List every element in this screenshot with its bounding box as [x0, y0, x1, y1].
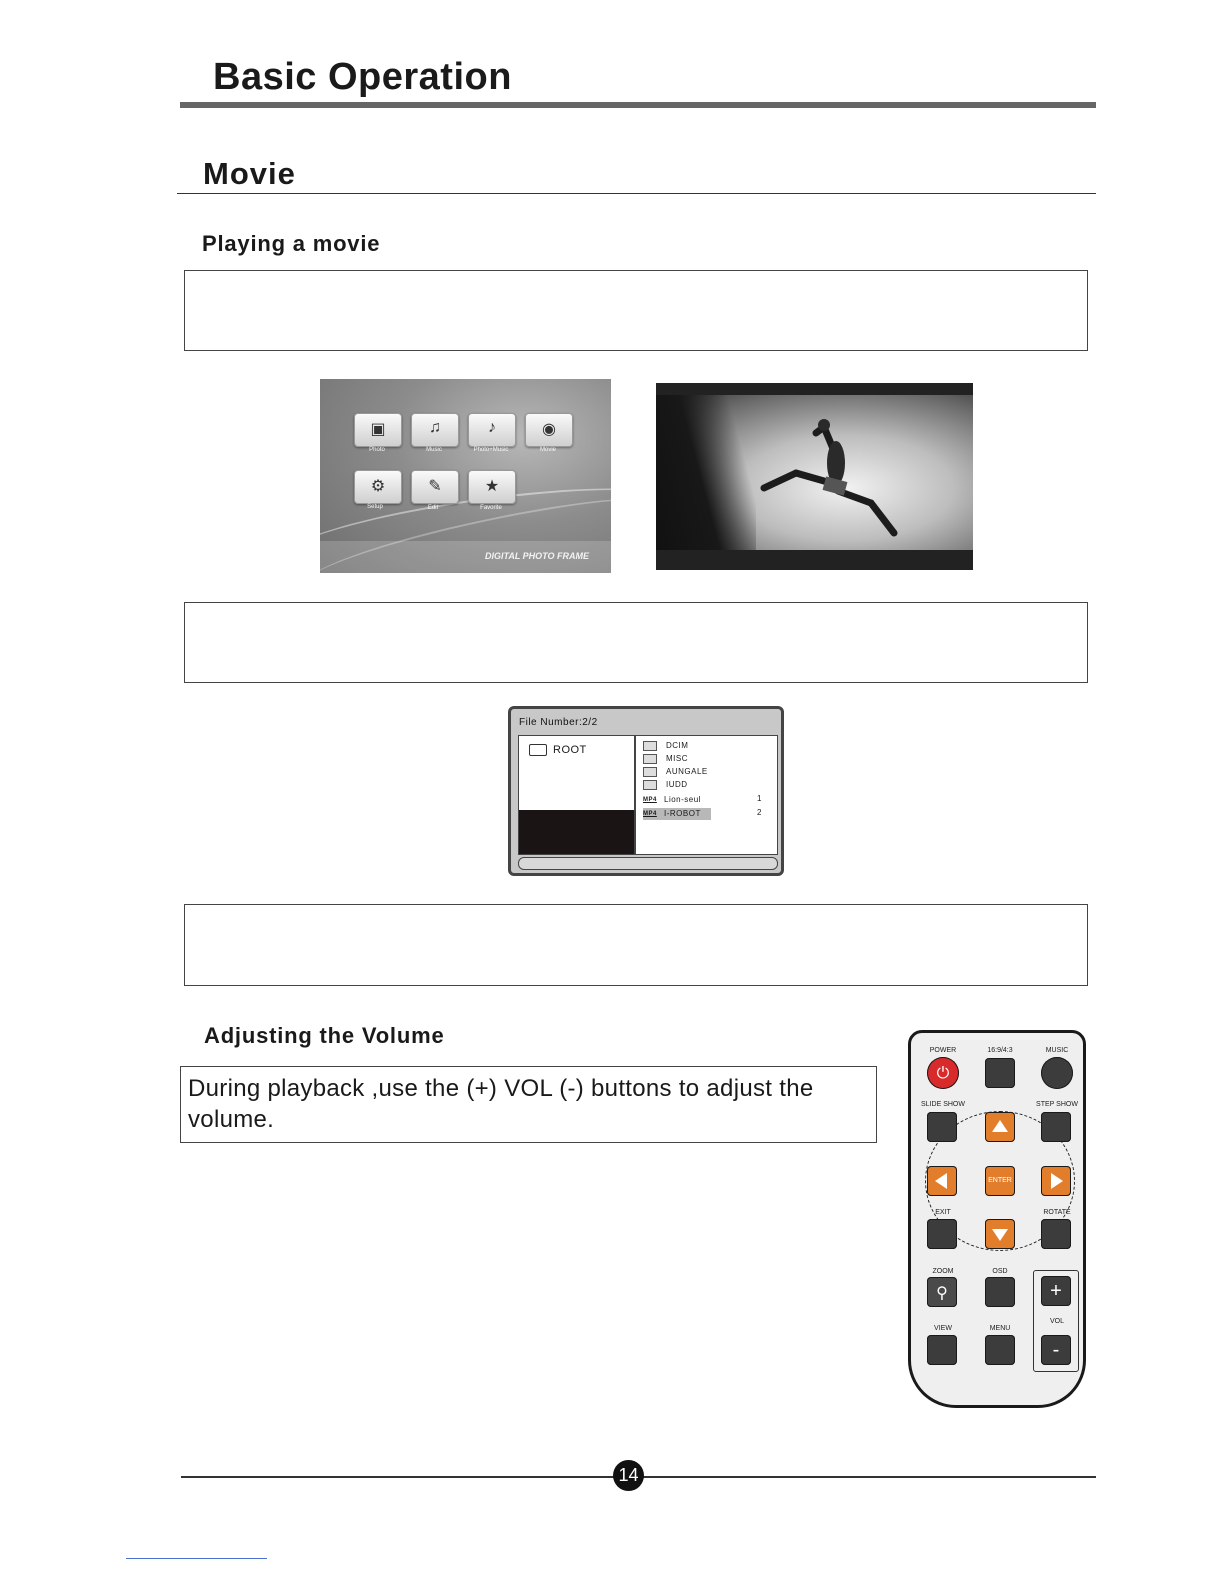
instruction-box-1 [184, 270, 1088, 351]
panel-divider [634, 736, 636, 854]
folder-icon [643, 780, 657, 790]
file-index: 2 [757, 808, 762, 817]
volume-instruction-box: During playback ,use the (+) VOL (-) buttons to adjust the volume. [180, 1066, 877, 1143]
menu-tile-edit[interactable] [411, 470, 459, 504]
zoom-button[interactable] [927, 1277, 957, 1307]
power-icon: ⏻ [936, 1065, 950, 1082]
photo-music-icon: ♪ [488, 419, 496, 436]
aspect-button[interactable] [985, 1058, 1015, 1088]
folder-icon [643, 754, 657, 764]
list-item[interactable]: MISC [643, 753, 688, 765]
rotate-button[interactable] [1041, 1219, 1071, 1249]
exit-button[interactable] [927, 1219, 957, 1249]
playing-heading: Playing a movie [202, 231, 381, 256]
list-item[interactable]: AUNGALE [643, 766, 708, 778]
file-number-label: File Number:2/2 [519, 717, 598, 728]
rotate-label: ROTATE [1043, 1209, 1071, 1216]
menu-tile-label: Setup [367, 504, 383, 510]
file-browser-panel [518, 735, 778, 855]
header-rule [180, 102, 1096, 108]
arrow-right-icon [1051, 1173, 1063, 1189]
power-button[interactable] [927, 1057, 959, 1089]
menu-tile-label: Favorite [480, 505, 502, 511]
menu-tile-photo-music[interactable] [468, 413, 516, 447]
jumping-figure-illustration [656, 383, 973, 570]
volume-up-button[interactable]: + [1041, 1276, 1071, 1306]
film-reel-icon: ◉ [542, 421, 556, 438]
folder-icon [643, 767, 657, 777]
up-arrow-button[interactable] [985, 1112, 1015, 1142]
instruction-box-3 [184, 904, 1088, 986]
arrow-left-icon [935, 1173, 947, 1189]
volume-down-button[interactable]: - [1041, 1335, 1071, 1365]
right-arrow-button[interactable] [1041, 1166, 1071, 1196]
slide-show-label: SLIDE SHOW [921, 1101, 965, 1108]
menu-label: MENU [989, 1325, 1011, 1332]
menu-tile-photo[interactable] [354, 413, 402, 447]
slide-show-button[interactable] [927, 1112, 957, 1142]
menu-tile-label: Music [426, 447, 442, 453]
favorite-icon: ★ [484, 478, 500, 495]
menu-tile-setup[interactable] [354, 470, 402, 504]
menu-tile-movie[interactable] [525, 413, 573, 447]
left-arrow-button[interactable] [927, 1166, 957, 1196]
magnifier-icon: ⚲ [936, 1285, 948, 1302]
file-browser-screen [508, 706, 784, 876]
drive-icon [529, 744, 547, 756]
volume-heading: Adjusting the Volume [204, 1023, 445, 1048]
menu-tile-label: Movie [539, 447, 556, 453]
footer-link-underline [126, 1558, 267, 1559]
view-button[interactable] [927, 1335, 957, 1365]
file-index: 1 [757, 794, 762, 803]
section-rule [177, 193, 1096, 194]
arrow-up-icon [992, 1120, 1008, 1132]
preview-area [519, 810, 634, 854]
movie-playback-frame [656, 383, 973, 570]
menu-tile-label: Photo+Music [473, 447, 509, 453]
mp4-file-icon: MP4 [643, 811, 657, 817]
step-show-label: STEP SHOW [1036, 1101, 1078, 1108]
down-arrow-button[interactable] [985, 1219, 1015, 1249]
arrow-down-icon [992, 1229, 1008, 1241]
menu-tile-music[interactable] [411, 413, 459, 447]
camera-icon: ▣ [370, 421, 386, 438]
exit-label: EXIT [935, 1209, 951, 1216]
aspect-label: 16:9/4:3 [987, 1047, 1013, 1054]
menu-tile-favorite[interactable] [468, 470, 516, 504]
instruction-box-2 [184, 602, 1088, 683]
mp4-file-icon: MP4 [643, 797, 657, 803]
gear-icon: ⚙ [370, 478, 386, 495]
guitar-icon: ♫ [429, 419, 441, 436]
zoom-label: ZOOM [932, 1268, 954, 1275]
menu-tile-label: Edit [427, 505, 439, 511]
osd-label: OSD [992, 1268, 1008, 1275]
list-item-selected[interactable]: MP4 I-ROBOT [643, 808, 711, 820]
remote-control-illustration [908, 1030, 1086, 1408]
enter-button[interactable]: ENTER [985, 1166, 1015, 1196]
status-bar [518, 857, 778, 870]
step-show-button[interactable] [1041, 1112, 1071, 1142]
main-menu-screen [320, 379, 611, 573]
view-label: VIEW [934, 1325, 952, 1332]
root-label[interactable]: ROOT [553, 744, 587, 756]
menu-tile-label: Photo [369, 447, 385, 453]
section-title: Movie [203, 156, 296, 191]
brand-text: DIGITAL PHOTO FRAME [484, 551, 589, 561]
menu-button[interactable] [985, 1335, 1015, 1365]
list-item[interactable]: MP4 Lion-seul [643, 795, 701, 805]
list-item[interactable]: DCIM [643, 740, 688, 752]
page-header-title: Basic Operation [213, 56, 512, 98]
music-button[interactable] [1041, 1057, 1073, 1089]
page-number: 14 [613, 1460, 644, 1491]
music-label: MUSIC [1045, 1047, 1069, 1054]
vol-label: VOL [1049, 1318, 1064, 1325]
power-label: POWER [929, 1047, 957, 1054]
folder-icon [643, 741, 657, 751]
edit-icon: ✎ [428, 478, 442, 495]
list-item[interactable]: IUDD [643, 779, 688, 791]
osd-button[interactable] [985, 1277, 1015, 1307]
